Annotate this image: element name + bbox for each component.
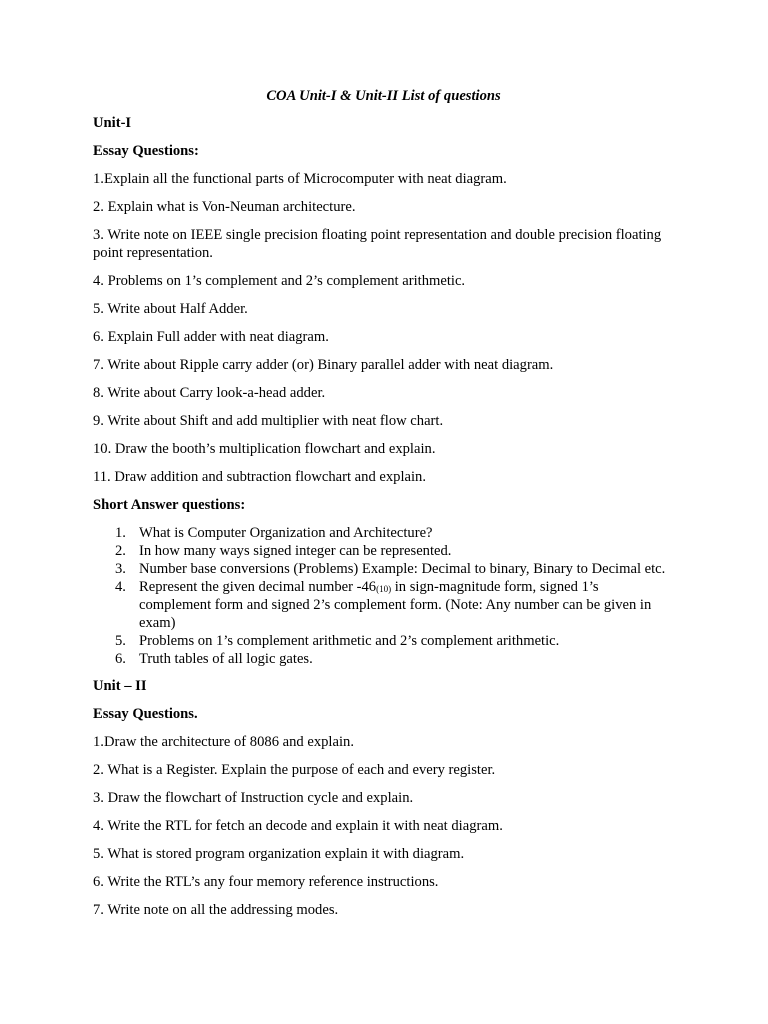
short-question-text: Truth tables of all logic gates. xyxy=(139,651,313,667)
list-number: 3. xyxy=(115,561,126,577)
essay-question: 7. Write note on all the addressing modes. xyxy=(93,902,339,918)
essay-question: 5. What is stored program organization explain it with diagram. xyxy=(93,846,465,862)
list-number: 2. xyxy=(115,543,126,559)
essay-question: 5. Write about Half Adder. xyxy=(93,301,248,317)
short-question-text-before: Represent the given decimal number -46 xyxy=(139,579,377,595)
essay-question: 6. Write the RTL’s any four memory reference instructions. xyxy=(93,874,439,890)
unit-2-essay-list xyxy=(93,733,674,919)
essay-question: 9. Write about Shift and add multiplier with neat flow chart. xyxy=(93,413,444,429)
unit-1-heading: Unit-I xyxy=(93,115,132,131)
subscript-base: (10) xyxy=(376,584,392,594)
short-question xyxy=(93,578,674,632)
list-number: 5. xyxy=(115,633,126,649)
essay-question: 2. What is a Register. Explain the purpose of each and every register. xyxy=(93,762,496,778)
essay-question: 7. Write about Ripple carry adder (or) Binary parallel adder with neat diagram. xyxy=(93,357,554,373)
list-number: 4. xyxy=(115,579,126,595)
essay-question: 10. Draw the booth’s multiplication flowchart and explain. xyxy=(93,441,436,457)
essay-question: 2. Explain what is Von-Neuman architecture. xyxy=(93,199,356,215)
unit-2-essay-heading: Essay Questions. xyxy=(93,706,198,722)
essay-question: 1.Explain all the functional parts of Microcomputer with neat diagram. xyxy=(93,171,507,187)
unit-2-heading: Unit – II xyxy=(93,678,147,694)
short-question-text: What is Computer Organization and Architecture? xyxy=(139,525,433,541)
unit-1-short-heading: Short Answer questions: xyxy=(93,497,246,513)
list-number: 1. xyxy=(115,525,126,541)
short-question xyxy=(93,524,674,542)
essay-question: 3. Write note on IEEE single precision floating point representation and double precision floating point representation. xyxy=(93,227,662,261)
essay-question: 4. Write the RTL for fetch an decode and explain it with neat diagram. xyxy=(93,818,503,834)
short-question xyxy=(93,542,674,560)
essay-question: 3. Draw the flowchart of Instruction cycle and explain. xyxy=(93,790,414,806)
list-number: 6. xyxy=(115,651,126,667)
essay-question: 1.Draw the architecture of 8086 and explain. xyxy=(93,734,354,750)
short-question-text: Number base conversions (Problems) Example: Decimal to binary, Binary to Decimal etc. xyxy=(139,561,666,577)
essay-question: 4. Problems on 1’s complement and 2’s complement arithmetic. xyxy=(93,273,466,289)
essay-question: 6. Explain Full adder with neat diagram. xyxy=(93,329,329,345)
unit-1-essay-heading: Essay Questions: xyxy=(93,143,199,159)
short-question-text: Problems on 1’s complement arithmetic and 2’s complement arithmetic. xyxy=(139,633,560,649)
essay-question: 8. Write about Carry look-a-head adder. xyxy=(93,385,326,401)
unit-1-essay-list xyxy=(93,170,674,486)
short-question-text: In how many ways signed integer can be represented. xyxy=(139,543,452,559)
short-question-text-after: in sign-magnitude form, signed 1’s complement form and signed 2’s complement form. (Note: Any number can be given in exam) xyxy=(139,579,652,631)
short-question xyxy=(93,650,674,668)
essay-question: 11. Draw addition and subtraction flowchart and explain. xyxy=(93,469,426,485)
document-title: COA Unit-I & Unit-II List of questions xyxy=(266,88,501,104)
short-question xyxy=(93,632,674,650)
short-question xyxy=(93,560,674,578)
unit-1-short-list xyxy=(93,524,674,668)
